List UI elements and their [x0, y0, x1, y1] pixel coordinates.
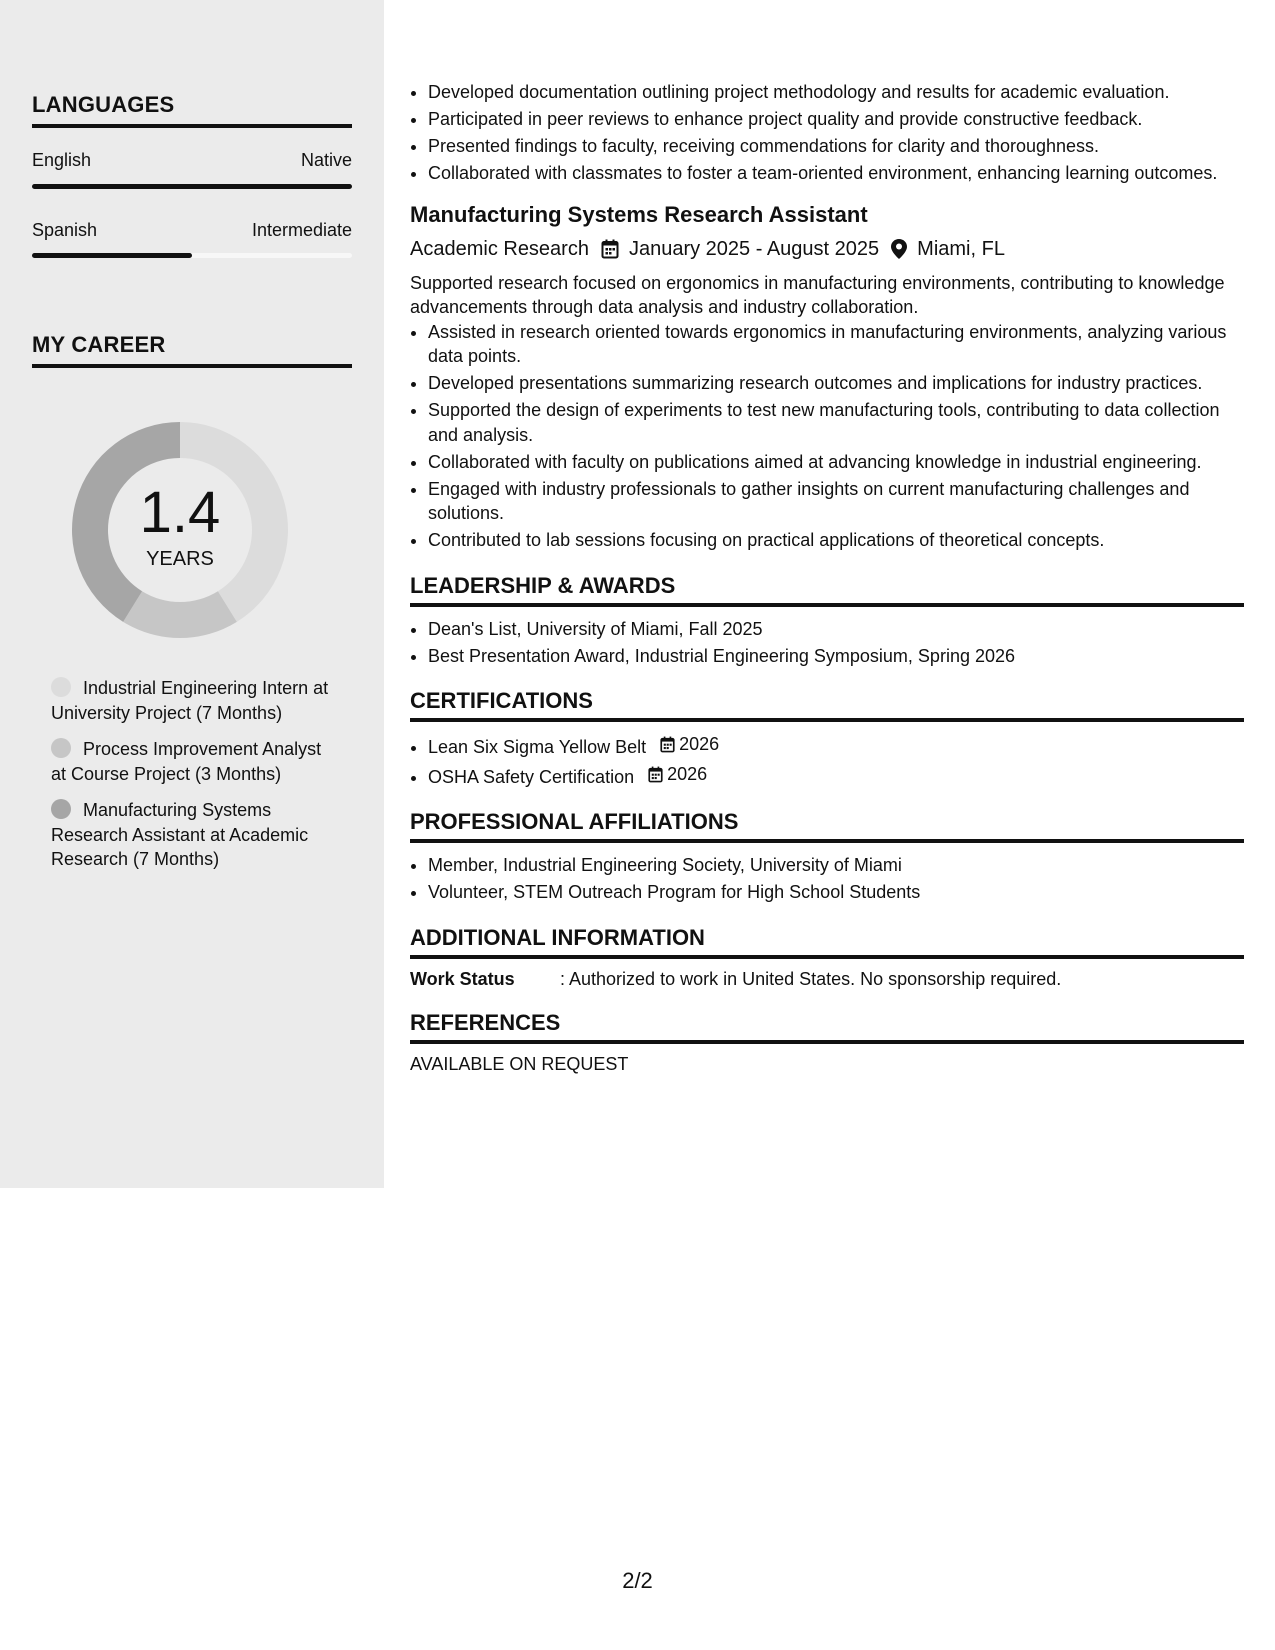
career-donut [66, 416, 294, 644]
sidebar [0, 0, 384, 1188]
language-row-english [32, 150, 352, 171]
legend-dot-icon [51, 799, 71, 819]
language-level: Intermediate [251, 220, 352, 240]
career-list [51, 676, 341, 884]
language-bar-spanish [32, 253, 352, 258]
bullet-item: • Collaborated with faculty on publications aimed at advancing knowledge in industrial engineering. [428, 450, 1244, 475]
bullet-item: • Engaged with industry professionals to gather insights on current manufacturing challenges and solutions. [428, 477, 1244, 526]
previous-job-bullets [410, 80, 1244, 186]
main-content [410, 0, 1244, 1075]
language-level: Native [300, 150, 352, 170]
calendar-icon [660, 736, 675, 753]
bullet-item: • Developed presentations summarizing research outcomes and implications for industry practices. [428, 371, 1244, 396]
language-row-spanish [32, 220, 352, 241]
page-number: 2/2 [622, 1568, 653, 1593]
certification-year: 2026 [667, 763, 708, 784]
job-company: Academic Research [410, 237, 589, 260]
leadership-list [410, 617, 1244, 669]
career-item-text: Process Improvement Analyst at Course Project (3 Months) [51, 739, 322, 784]
certification-item [428, 762, 1244, 789]
bullet-item: • Best Presentation Award, Industrial Engineering Symposium, Spring 2026 [428, 644, 1244, 669]
bullet-item: • Member, Industrial Engineering Society, University of Miami [428, 853, 1244, 878]
career-years-label: YEARS [146, 547, 214, 570]
certifications-list [410, 732, 1244, 789]
language-name: Spanish [32, 220, 98, 240]
job-location: Miami, FL [917, 237, 1005, 260]
work-status-label: Work Status [410, 968, 515, 989]
bullet-item: • Volunteer, STEM Outreach Program for High School Students [428, 880, 1244, 905]
career-item-text: Manufacturing Systems Research Assistant at Academic Research (7 Months) [51, 800, 309, 869]
bullet-item: • Assisted in research oriented towards ergonomics in manufacturing environments, analyzing various data points. [428, 320, 1244, 369]
job-bullets [410, 320, 1244, 553]
career-item-text: Industrial Engineering Intern at University Project (7 Months) [51, 678, 329, 723]
calendar-icon [648, 766, 663, 783]
career-heading: MY CAREER [32, 332, 352, 368]
job-meta [410, 238, 1244, 261]
bullet-item: • Supported the design of experiments to test new manufacturing tools, contributing to data collection and analysis. [428, 398, 1244, 447]
bullet-item: • Contributed to lab sessions focusing on practical applications of theoretical concepts. [428, 528, 1244, 553]
career-years: 1.4 [139, 479, 221, 545]
map-pin-icon [891, 239, 907, 259]
calendar-icon [601, 239, 619, 259]
affiliations-heading: PROFESSIONAL AFFILIATIONS [410, 809, 1244, 843]
bullet-item: • Developed documentation outlining project methodology and results for academic evaluation. [428, 80, 1244, 105]
additional-info-heading: ADDITIONAL INFORMATION [410, 925, 1244, 959]
leadership-heading: LEADERSHIP & AWARDS [410, 573, 1244, 607]
certification-name: OSHA Safety Certification [428, 766, 635, 787]
legend-dot-icon [51, 738, 71, 758]
language-fill [32, 253, 192, 258]
career-item [51, 737, 341, 786]
language-bar-english [32, 184, 352, 189]
bullet-item: • Collaborated with classmates to foster a team-oriented environment, enhancing learning outcomes. [428, 161, 1244, 186]
job-dates: January 2025 - August 2025 [628, 237, 880, 260]
legend-dot-icon [51, 677, 71, 697]
bullet-item: • Participated in peer reviews to enhance project quality and provide constructive feedback. [428, 107, 1244, 132]
certifications-heading: CERTIFICATIONS [410, 688, 1244, 722]
certification-item [428, 732, 1244, 759]
bullet-item: • Presented findings to faculty, receiving commendations for clarity and thoroughness. [428, 134, 1244, 159]
career-item [51, 676, 341, 725]
references-text: AVAILABLE ON REQUEST [410, 1053, 629, 1074]
job-title: Manufacturing Systems Research Assistant [410, 201, 868, 227]
job-description: Supported research focused on ergonomics in manufacturing environments, contributing to knowledge advancements through data analysis and industry collaboration. [410, 272, 1225, 317]
certification-name: Lean Six Sigma Yellow Belt [428, 736, 647, 757]
certification-year: 2026 [679, 734, 720, 754]
languages-heading: LANGUAGES [32, 92, 352, 128]
language-name: English [32, 150, 92, 170]
work-status-value: : Authorized to work in United States. No sponsorship required. [560, 968, 1062, 989]
language-fill [32, 184, 352, 189]
affiliations-list [410, 853, 1244, 905]
references-heading: REFERENCES [410, 1010, 1244, 1044]
donut-center [66, 416, 294, 644]
career-item [51, 798, 341, 872]
work-status-row [410, 969, 1244, 990]
bullet-item: • Dean's List, University of Miami, Fall 2025 [428, 617, 1244, 642]
